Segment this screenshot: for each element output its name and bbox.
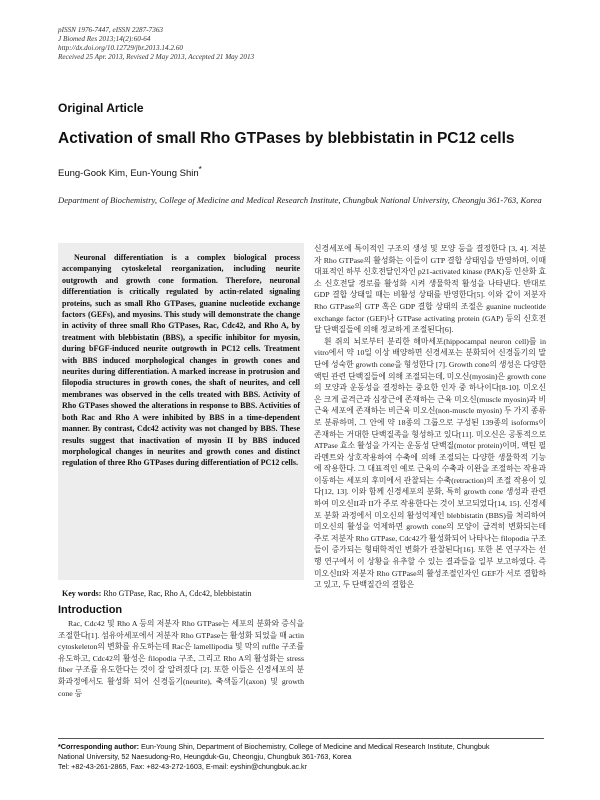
received-dates: Received 25 Apr. 2013, Revised 2 May 2013, Accepted 21 May 2013 (58, 53, 255, 61)
intro-text (58, 618, 304, 699)
corresponding-mark: * (198, 165, 202, 174)
right-column (314, 243, 546, 591)
abstract (62, 252, 300, 469)
footnote-label: *Corresponding author: (58, 742, 140, 751)
authors (58, 165, 202, 179)
keywords-label: Key words: (62, 589, 102, 598)
footnote-line-3: Tel: +82-43-261-2865, Fax: +82-43-272-1603, E-mail: eyshin@chungbuk.ac.kr (58, 762, 308, 772)
footnote-line-1 (58, 742, 544, 752)
footnote-line-2: National University, 52 Naesudong-Ro, Heungduk-Gu, Cheongju, Chungbuk 361-763, Korea (58, 752, 352, 762)
right-paragraph-2: 흰 쥐의 뇌로부터 분리한 해마세포(hippocampal neuron cell)를 in vitro에서 약 10일 이상 배양하면 신경세포는 분화되어 신경돌기의 말단에 성숙한 growth cone을 형성한다 [7]. Growth cone의 생성은 다양한 액틴 관련 단백질들에 의해 조절되는데, 미오신(myosin)은 growth cone의 모양과 운동성을 결정하는 중요한 인자 중 하나이다[8-10]. 미오신은 크게 골격근과 심장근에 존재하는 근육 미오신(muscle myosin)과 비근육 세포에 존재하는 비근육 미오신(non-muscle myosin) 두 가지 종류로 분류하며, 그 안에 약 18종의 그룹으로 구성된 139종의 isoforms이 존재하는 거대한 단백질족을 형성하고 있다[11]. 미오신은 공통적으로 ATPase 효소 활성을 가지는 운동성 단백질(motor protein)이며, 액틴 필라멘트와 상호작용하여 수축에 의해 조절되는 다양한 생물학적 기능에 작용한다. 그 대표적인 예로 근육의 수축과 이완을 조절하는 작용과 이동하는 세포의 후미에서 관찰되는 수축(retraction)의 조절 작용이 있다[12, 13]. 이와 함께 신경세포의 분화, 특히 growth cone 생성과 관련하여 미오신II과 II가 주로 작용한다는 것이 보고되었다[14, 15]. 신경세포 분화 과정에서 미오신의 활성억제인 blebbistatin (BBS)를 처리하여 미오신의 활성을 억제하면 growth cone의 모양이 급격히 변화되는데 주로 저분자 Rho GTPase, Cdc42가 활성화되어 나타나는 filopodia 구조들이 증가되는 형태학적인 변화가 관찰된다[16]. 또한 본 연구자는 선행 연구에서 이 상황을 유추할 수 있는 결과들을 일부 보고하였다. 즉 미오신II와 저분자 Rho GTPase의 활성조절인자인 GEF가 서로 결합하고 있고, 두 단백질간의 결합은 (314, 336, 546, 590)
corresponding-author-footnote (58, 742, 544, 773)
keywords-text: Rho GTPase, Rac, Rho A, Cdc42, blebbistatin (101, 589, 252, 598)
affiliation: Department of Biochemistry, College of Medicine and Medical Research Institute, Chungbuk National University, Cheongju 361-763, Korea (58, 195, 542, 205)
doi-link[interactable]: http://dx.doi.org/10.12729/jbr.2013.14.2.60 (58, 44, 183, 52)
article-type: Original Article (58, 101, 144, 115)
footnote-divider (58, 738, 544, 739)
intro-paragraph: Rac, Cdc42 및 Rho A 등의 저분자 Rho GTPase는 세포의 분화와 증식을 조절한다[1]. 섬유아세포에서 저분자 Rho GTPase는 활성화 되었을 때 actin cytoskeleton의 변화를 유도하는데 Rac은 lamellipodia 및 막의 ruffle 구조를 유도하고, Cdc42의 활성은 filopodia 구조, 그리고 Rho A의 활성화는 stress fiber 구조를 유도한다는 것이 잘 알려졌다 [2]. 또한 이들은 신경세포의 분화과정에서도 활성화 되어 신경돌기(neurite), 축색돌기(axon) 및 growth cone 등 (58, 619, 304, 698)
journal-meta (58, 26, 538, 62)
issn-line: pISSN 1976-7447, eISSN 2287-7363 (58, 26, 164, 34)
journal-citation: J Biomed Res 2013;14(2):60-64 (58, 35, 151, 43)
footnote-line-1-text: Eun-Young Shin, Department of Biochemistry, College of Medicine and Medical Research Institute, Chungbuk (139, 742, 490, 751)
intro-heading: Introduction (58, 604, 123, 616)
keywords (62, 588, 300, 599)
article-title: Activation of small Rho GTPases by blebbistatin in PC12 cells (58, 130, 515, 147)
author-names: Eung-Gook Kim, Eun-Young Shin (58, 168, 199, 180)
abstract-text: Neuronal differentiation is a complex biological process accompanying cytoskeletal reorganization, including neurite outgrowth and growth cone formation. Therefore, neuronal differentiation is critically regulated by actin-related signaling proteins, such as small Rho GTPases, guanine nucleotide exchange factors (GEFs), and myosins. This study will demonstrate the change in activity of three small Rho GTPases, Rac, Cdc42, and Rho A, by treatment with blebbistatin (BBS), a specific inhibitor for myosin, during bFGF-induced neurite outgrowth in PC12 cells. Treatment with BBS induced morphological changes in growth cones and neurites during differentiation. A marked increase in protrusion and filopodia structures in growth cones, the shaft of neurites, and cell membranes was observed in the cells treated with BBS. Activity of Rho GTPases showed the alterations in response to BBS. Activities of both Rac and Rho A were inhibited by BBS in a time-dependent manner. By contrast, Cdc42 activity was not changed by BBS. These results suggest that inactivation of myosin II by BBS induced morphological changes in neurites and growth cones and distinct regulation of three Rho GTPases during differentiation of PC12 cells. (62, 253, 300, 468)
right-paragraph-1: 신경세포에 특이적인 구조의 생성 및 모양 등을 결정한다 [3, 4]. 저분자 Rho GTPase의 활성화는 이들이 GTP 결합 상태임을 반영하며, 이때 대표적인 하부 신호전달인자인 p21-activated kinase (PAK)등 인산화 효소 신호전달 경로를 활성화 시켜 생물학적 활성을 나타낸다. 반대로 GDP 결합 상태일 때는 비활성 상태를 반영한다[5]. 이와 같이 저분자 Rho GTPase의 GTP 혹은 GDP 결합 상태의 조절은 guanine nucleotide exchange factor (GEF)나 GTPase activating protein (GAP) 등의 신호전달 단백질들에 의해 정교하게 조절된다[6]. (314, 244, 546, 335)
